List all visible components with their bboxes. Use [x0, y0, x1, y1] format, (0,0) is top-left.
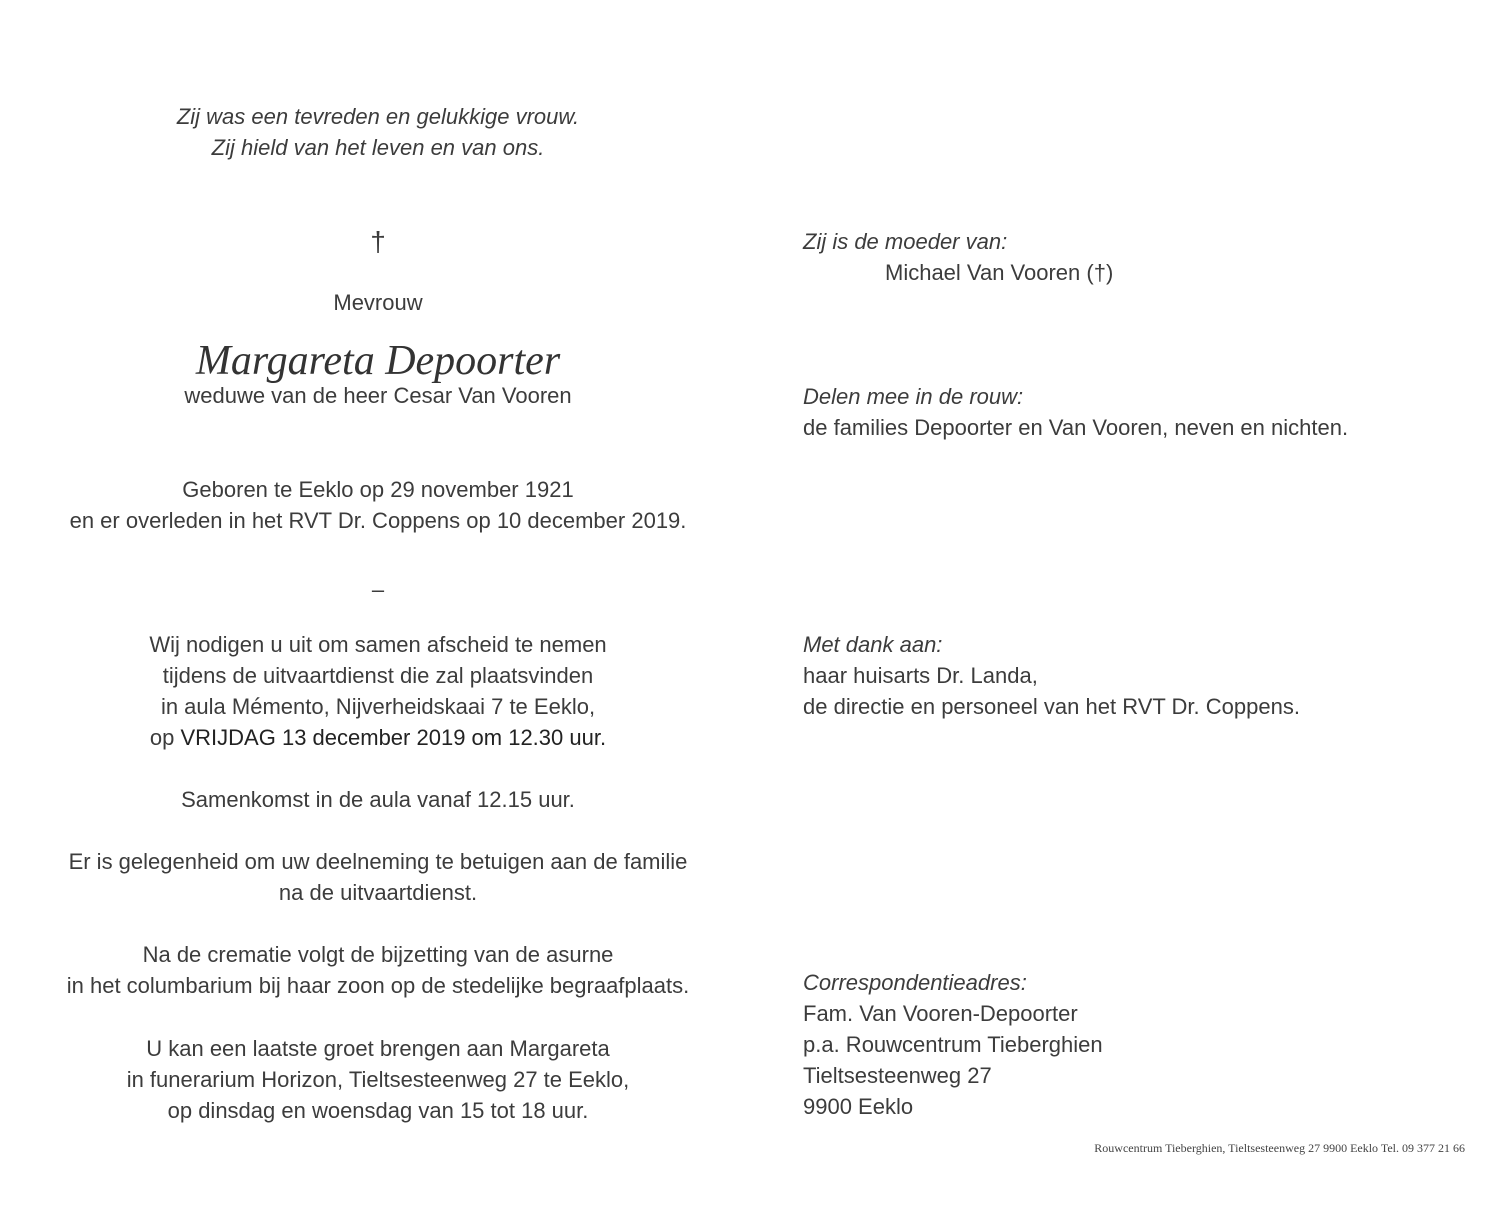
thanks-line: haar huisarts Dr. Landa,	[803, 663, 1038, 688]
service-date: VRIJDAG 13 december 2019 om 12.30 uur.	[180, 725, 607, 750]
widow-of	[0, 380, 756, 411]
condolences	[0, 846, 756, 908]
birth-line: Geboren te Eeklo op 29 november 1921	[182, 477, 574, 502]
correspondence-heading: Correspondentieadres:	[803, 970, 1027, 995]
cremation-line: Na de crematie volgt de bijzetting van de asurne	[142, 942, 614, 967]
visitation-line: in funerarium Horizon, Tieltsesteenweg 27 te Eeklo,	[126, 1067, 630, 1092]
address-line: Tieltsesteenweg 27	[803, 1063, 992, 1088]
child-name: Michael Van Vooren (†)	[885, 260, 1114, 285]
honorific-text: Mevrouw	[333, 290, 423, 315]
address-line: Fam. Van Vooren-Depoorter	[803, 1001, 1078, 1026]
gathering-text: Samenkomst in de aula vanaf 12.15 uur.	[181, 787, 575, 812]
honorific	[0, 287, 756, 318]
invitation	[0, 629, 756, 753]
mourning	[803, 381, 1483, 443]
quote-line: Zij was een tevreden en gelukkige vrouw.	[176, 104, 580, 129]
birth-death	[0, 474, 756, 536]
correspondence-address	[803, 967, 1483, 1122]
widow-of-text: weduwe van de heer Cesar Van Vooren	[184, 383, 572, 408]
visitation-line: U kan een laatste groet brengen aan Margareta	[146, 1036, 610, 1061]
invitation-line: tijdens de uitvaartdienst die zal plaatsvinden	[162, 663, 594, 688]
thanks	[803, 629, 1483, 722]
thanks-heading: Met dank aan:	[803, 632, 943, 657]
gathering	[0, 784, 756, 815]
mourning-heading: Delen mee in de rouw:	[803, 384, 1024, 409]
separator-dash: –	[371, 577, 385, 602]
address-line: p.a. Rouwcentrum Tieberghien	[803, 1032, 1103, 1057]
cross-icon: †	[370, 226, 386, 257]
mother-of	[803, 226, 1483, 288]
invitation-line: Wij nodigen u uit om samen afscheid te nemen	[149, 632, 607, 657]
invitation-line: in aula Mémento, Nijverheidskaai 7 te Eeklo,	[160, 694, 596, 719]
condolences-line: Er is gelegenheid om uw deelneming te betuigen aan de familie	[68, 849, 688, 874]
death-line: en er overleden in het RVT Dr. Coppens op 10 december 2019.	[69, 508, 687, 533]
visitation	[0, 1033, 756, 1126]
mother-of-heading: Zij is de moeder van:	[803, 229, 1008, 254]
condolences-line: na de uitvaartdienst.	[278, 880, 478, 905]
cremation-line: in het columbarium bij haar zoon op de stedelijke begraafplaats.	[66, 973, 690, 998]
mourning-text: de families Depoorter en Van Vooren, neven en nichten.	[803, 415, 1349, 440]
visitation-line: op dinsdag en woensdag van 15 tot 18 uur.	[167, 1098, 589, 1123]
funeral-home-footer: Rouwcentrum Tieberghien, Tieltsesteenweg 27 9900 Eeklo Tel. 09 377 21 66	[1094, 1141, 1465, 1155]
separator	[0, 574, 756, 605]
date-prefix: op	[149, 725, 181, 750]
quote-line: Zij hield van het leven en van ons.	[211, 135, 545, 160]
invitation-date-line	[0, 722, 756, 753]
quote	[0, 101, 756, 163]
cremation	[0, 939, 756, 1001]
deceased-name: Margareta Depoorter	[195, 338, 561, 384]
thanks-line: de directie en personeel van het RVT Dr. Coppens.	[803, 694, 1300, 719]
address-line: 9900 Eeklo	[803, 1094, 914, 1119]
